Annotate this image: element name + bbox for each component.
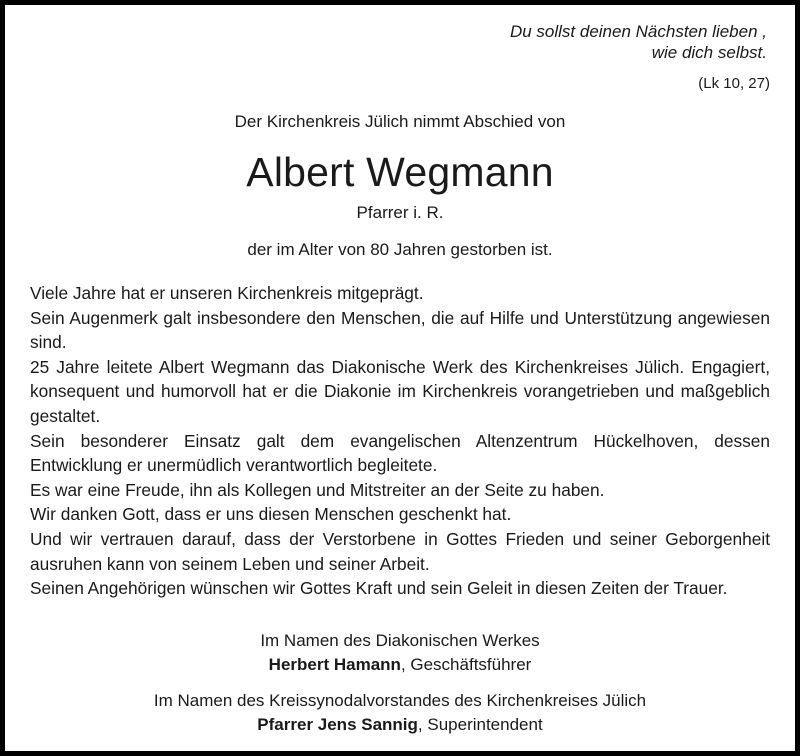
age-line: der im Alter von 80 Jahren gestorben ist.	[247, 240, 553, 259]
tribute-paragraph: 25 Jahre leitete Albert Wegmann das Diakonische Werk des Kirchenkreises Jülich. Engagiert, konsequent und humorvoll hat er die Diakonie im Kirchenkreis vorangetrieben und maßgeblich gestaltet.	[30, 356, 770, 426]
signature-person: Pfarrer Jens Sannig	[257, 715, 418, 734]
tribute-paragraph: Es war eine Freude, ihn als Kollegen und Mitstreiter an der Seite zu haben.	[30, 479, 605, 500]
tribute-paragraph: Wir danken Gott, dass er uns diesen Menschen geschenkt hat.	[30, 504, 512, 525]
obituary-notice	[5, 5, 795, 751]
bible-quote	[510, 21, 767, 63]
intro-line: Der Kirchenkreis Jülich nimmt Abschied von	[234, 112, 566, 131]
quote-line-2: wie dich selbst.	[651, 43, 767, 62]
signature-synod	[5, 689, 795, 737]
tribute-text	[30, 281, 770, 601]
signature-person: Herbert Hamann	[268, 655, 401, 674]
tribute-paragraph: Viele Jahre hat er unseren Kirchenkreis mitgeprägt.	[30, 283, 424, 303]
tribute-paragraph: Sein besonderer Einsatz galt dem evangelischen Altenzentrum Hückelhoven, dessen Entwicklung er unermüdlich verantwortlich begleitete.	[30, 430, 770, 476]
quote-line-1: Du sollst deinen Nächsten lieben ,	[509, 22, 767, 41]
signature-role: , Geschäftsführer	[400, 655, 532, 674]
signature-person-line	[5, 713, 795, 737]
signature-diakonie	[5, 629, 795, 677]
signature-role: , Superintendent	[417, 715, 543, 734]
tribute-paragraph: Und wir vertrauen darauf, dass der Verstorbene in Gottes Frieden und seiner Geborgenheit ausruhen kann von seinem Leben und seiner Arbeit.	[30, 528, 770, 574]
tribute-paragraph: Sein Augenmerk galt insbesondere den Menschen, die auf Hilfe und Unterstützung angewiesen sind.	[30, 307, 770, 353]
signature-org: Im Namen des Kreissynodalvorstandes des Kirchenkreises Jülich	[153, 691, 647, 710]
signature-org: Im Namen des Diakonischen Werkes	[260, 631, 540, 650]
tribute-paragraph: Seinen Angehörigen wünschen wir Gottes Kraft und sein Geleit in diesen Zeiten der Trauer.	[30, 578, 728, 599]
quote-reference: (Lk 10, 27)	[698, 75, 770, 92]
deceased-title: Pfarrer i. R.	[356, 203, 444, 222]
signature-person-line	[5, 653, 795, 677]
deceased-name: Albert Wegmann	[246, 149, 554, 195]
